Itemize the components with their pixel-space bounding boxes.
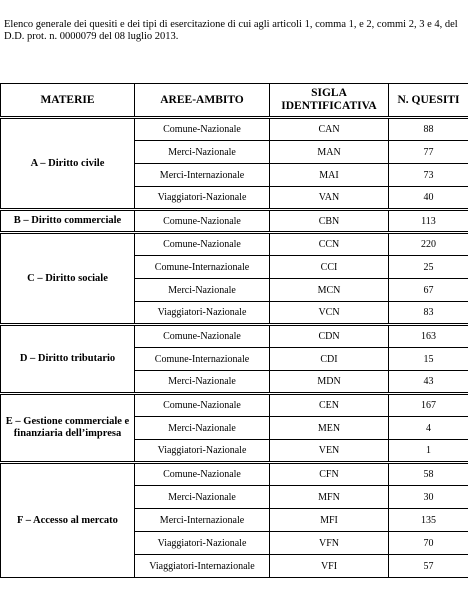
- quesiti-cell: 43: [389, 371, 468, 394]
- sigla-cell: VEN: [270, 440, 389, 463]
- quesiti-cell: 220: [389, 233, 468, 256]
- header-aree-ambito: AREE-AMBITO: [135, 84, 270, 118]
- area-cell: Viaggiatori-Nazionale: [135, 187, 270, 210]
- quesiti-cell: 4: [389, 417, 468, 440]
- quesiti-cell: 167: [389, 394, 468, 417]
- quesiti-cell: 67: [389, 279, 468, 302]
- area-cell: Comune-Nazionale: [135, 233, 270, 256]
- intro-paragraph: Elenco generale dei quesiti e dei tipi di esercitazione di cui agli articoli 1, comma 1, e 2, commi 2, 3 e 4, del D.D. prot. n. 0000079 del 08 luglio 2013.: [4, 18, 458, 42]
- quesiti-cell: 163: [389, 325, 468, 348]
- materia-cell: A – Diritto civile: [1, 118, 135, 210]
- quesiti-cell: 15: [389, 348, 468, 371]
- quesiti-cell: 113: [389, 210, 468, 233]
- area-cell: Merci-Nazionale: [135, 279, 270, 302]
- quesiti-cell: 77: [389, 141, 468, 164]
- table-row: [1, 325, 468, 348]
- table-row: [1, 463, 468, 486]
- area-cell: Comune-Internazionale: [135, 348, 270, 371]
- materia-cell: E – Gestione commerciale e finanziaria dell’impresa: [1, 394, 135, 463]
- sigla-cell: CAN: [270, 118, 389, 141]
- sigla-cell: VFI: [270, 555, 389, 578]
- sigla-cell: VAN: [270, 187, 389, 210]
- sigla-cell: CDN: [270, 325, 389, 348]
- quesiti-cell: 83: [389, 302, 468, 325]
- sigla-cell: MCN: [270, 279, 389, 302]
- materia-cell: B – Diritto commerciale: [1, 210, 135, 233]
- sigla-cell: VCN: [270, 302, 389, 325]
- sigla-cell: MAI: [270, 164, 389, 187]
- area-cell: Comune-Internazionale: [135, 256, 270, 279]
- area-cell: Merci-Nazionale: [135, 141, 270, 164]
- sigla-cell: CEN: [270, 394, 389, 417]
- sigla-cell: VFN: [270, 532, 389, 555]
- table-row: [1, 118, 468, 141]
- sigla-cell: CFN: [270, 463, 389, 486]
- table-header-row: [1, 84, 468, 118]
- sigla-cell: MAN: [270, 141, 389, 164]
- quesiti-table: [0, 83, 468, 578]
- quesiti-cell: 73: [389, 164, 468, 187]
- area-cell: Viaggiatori-Nazionale: [135, 440, 270, 463]
- area-cell: Comune-Nazionale: [135, 210, 270, 233]
- sigla-cell: CBN: [270, 210, 389, 233]
- sigla-cell: MEN: [270, 417, 389, 440]
- quesiti-cell: 25: [389, 256, 468, 279]
- quesiti-cell: 70: [389, 532, 468, 555]
- area-cell: Merci-Internazionale: [135, 509, 270, 532]
- area-cell: Comune-Nazionale: [135, 394, 270, 417]
- sigla-cell: CCN: [270, 233, 389, 256]
- area-cell: Merci-Nazionale: [135, 486, 270, 509]
- header-n-quesiti: N. QUESITI: [389, 84, 468, 118]
- sigla-cell: CCI: [270, 256, 389, 279]
- sigla-cell: CDI: [270, 348, 389, 371]
- table-body: [1, 118, 468, 578]
- materia-cell: C – Diritto sociale: [1, 233, 135, 325]
- area-cell: Comune-Nazionale: [135, 325, 270, 348]
- sigla-cell: MFN: [270, 486, 389, 509]
- area-cell: Comune-Nazionale: [135, 463, 270, 486]
- area-cell: Merci-Internazionale: [135, 164, 270, 187]
- quesiti-cell: 30: [389, 486, 468, 509]
- quesiti-cell: 135: [389, 509, 468, 532]
- quesiti-cell: 88: [389, 118, 468, 141]
- quesiti-cell: 1: [389, 440, 468, 463]
- quesiti-cell: 58: [389, 463, 468, 486]
- materia-cell: F – Accesso al mercato: [1, 463, 135, 578]
- materia-cell: D – Diritto tributario: [1, 325, 135, 394]
- header-sigla: SIGLA IDENTIFICATIVA: [270, 84, 389, 118]
- table-row: [1, 210, 468, 233]
- area-cell: Viaggiatori-Internazionale: [135, 555, 270, 578]
- quesiti-cell: 40: [389, 187, 468, 210]
- table-row: [1, 233, 468, 256]
- area-cell: Merci-Nazionale: [135, 371, 270, 394]
- sigla-cell: MDN: [270, 371, 389, 394]
- quesiti-cell: 57: [389, 555, 468, 578]
- header-materie: MATERIE: [1, 84, 135, 118]
- table-row: [1, 394, 468, 417]
- area-cell: Viaggiatori-Nazionale: [135, 532, 270, 555]
- area-cell: Merci-Nazionale: [135, 417, 270, 440]
- sigla-cell: MFI: [270, 509, 389, 532]
- area-cell: Comune-Nazionale: [135, 118, 270, 141]
- area-cell: Viaggiatori-Nazionale: [135, 302, 270, 325]
